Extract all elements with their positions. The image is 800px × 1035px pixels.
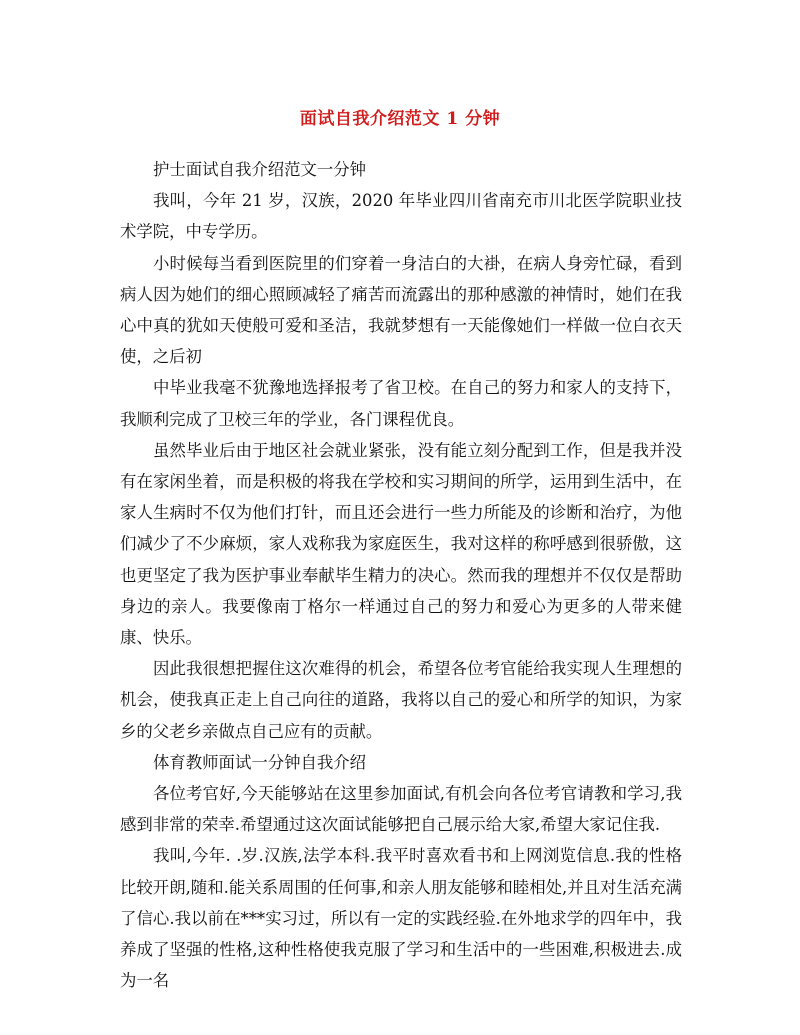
document-title: 面试自我介绍范文 1 分钟 (299, 109, 501, 129)
heading-nurse-intro: 护士面试自我介绍范文一分钟 (153, 160, 367, 179)
paragraph: 我叫，今年 21 岁，汉族，2020 年毕业四川省南充市川北医学院职业技术学院，中专学历。 (120, 191, 682, 242)
document-body (120, 154, 682, 996)
paragraph: 各位考官好,今天能够站在这里参加面试,有机会向各位考官请教和学习,我感到非常的荣幸.希望通过这次面试能够把自己展示给大家,希望大家记住我. (120, 784, 682, 835)
paragraph: 小时候每当看到医院里的们穿着一身洁白的大褂，在病人身旁忙碌，看到病人因为她们的细心照顾减轻了痛苦而流露出的那种感激的神情时，她们在我心中真的犹如天使般可爱和圣洁，我就梦想有一天能像她们一样做一位白衣天使，之后初 (120, 253, 682, 367)
paragraph: 因此我很想把握住这次难得的机会，希望各位考官能给我实现人生理想的机会，使我真正走上自己向往的道路，我将以自己的爱心和所学的知识，为家乡的父老乡亲做点自己应有的贡献。 (120, 659, 682, 741)
heading-pe-teacher-intro: 体育教师面试一分钟自我介绍 (153, 752, 367, 772)
paragraph: 我叫,今年. .岁.汉族,法学本科.我平时喜欢看书和上网浏览信息.我的性格比较开朗,随和.能关系周围的任何事,和亲人朋友能够和睦相处,并且对生活充满了信心.我以前在***实习过，所以有一定的实践经验.在外地求学的四年中，我养成了坚强的性格,这种性格使我克服了学习和生活中的一些困难,积极进去.成为一名 (120, 846, 682, 991)
paragraph: 中毕业我毫不犹豫地选择报考了省卫校。在自己的努力和家人的支持下，我顺利完成了卫校三年的学业，各门课程优良。 (120, 378, 682, 429)
paragraph: 虽然毕业后由于地区社会就业紧张，没有能立刻分配到工作，但是我并没有在家闲坐着，而是积极的将我在学校和实习期间的所学，运用到生活中，在家人生病时不仅为他们打针，而且还会进行一些力所能及的诊断和治疗，为他们减少了不少麻烦，家人戏称我为家庭医生，我对这样的称呼感到很骄傲，这也更坚定了我为医护事业奉献毕生精力的决心。然而我的理想并不仅仅是帮助身边的亲人。我要像南丁格尔一样通过自己的努力和爱心为更多的人带来健康、快乐。 (120, 440, 682, 648)
